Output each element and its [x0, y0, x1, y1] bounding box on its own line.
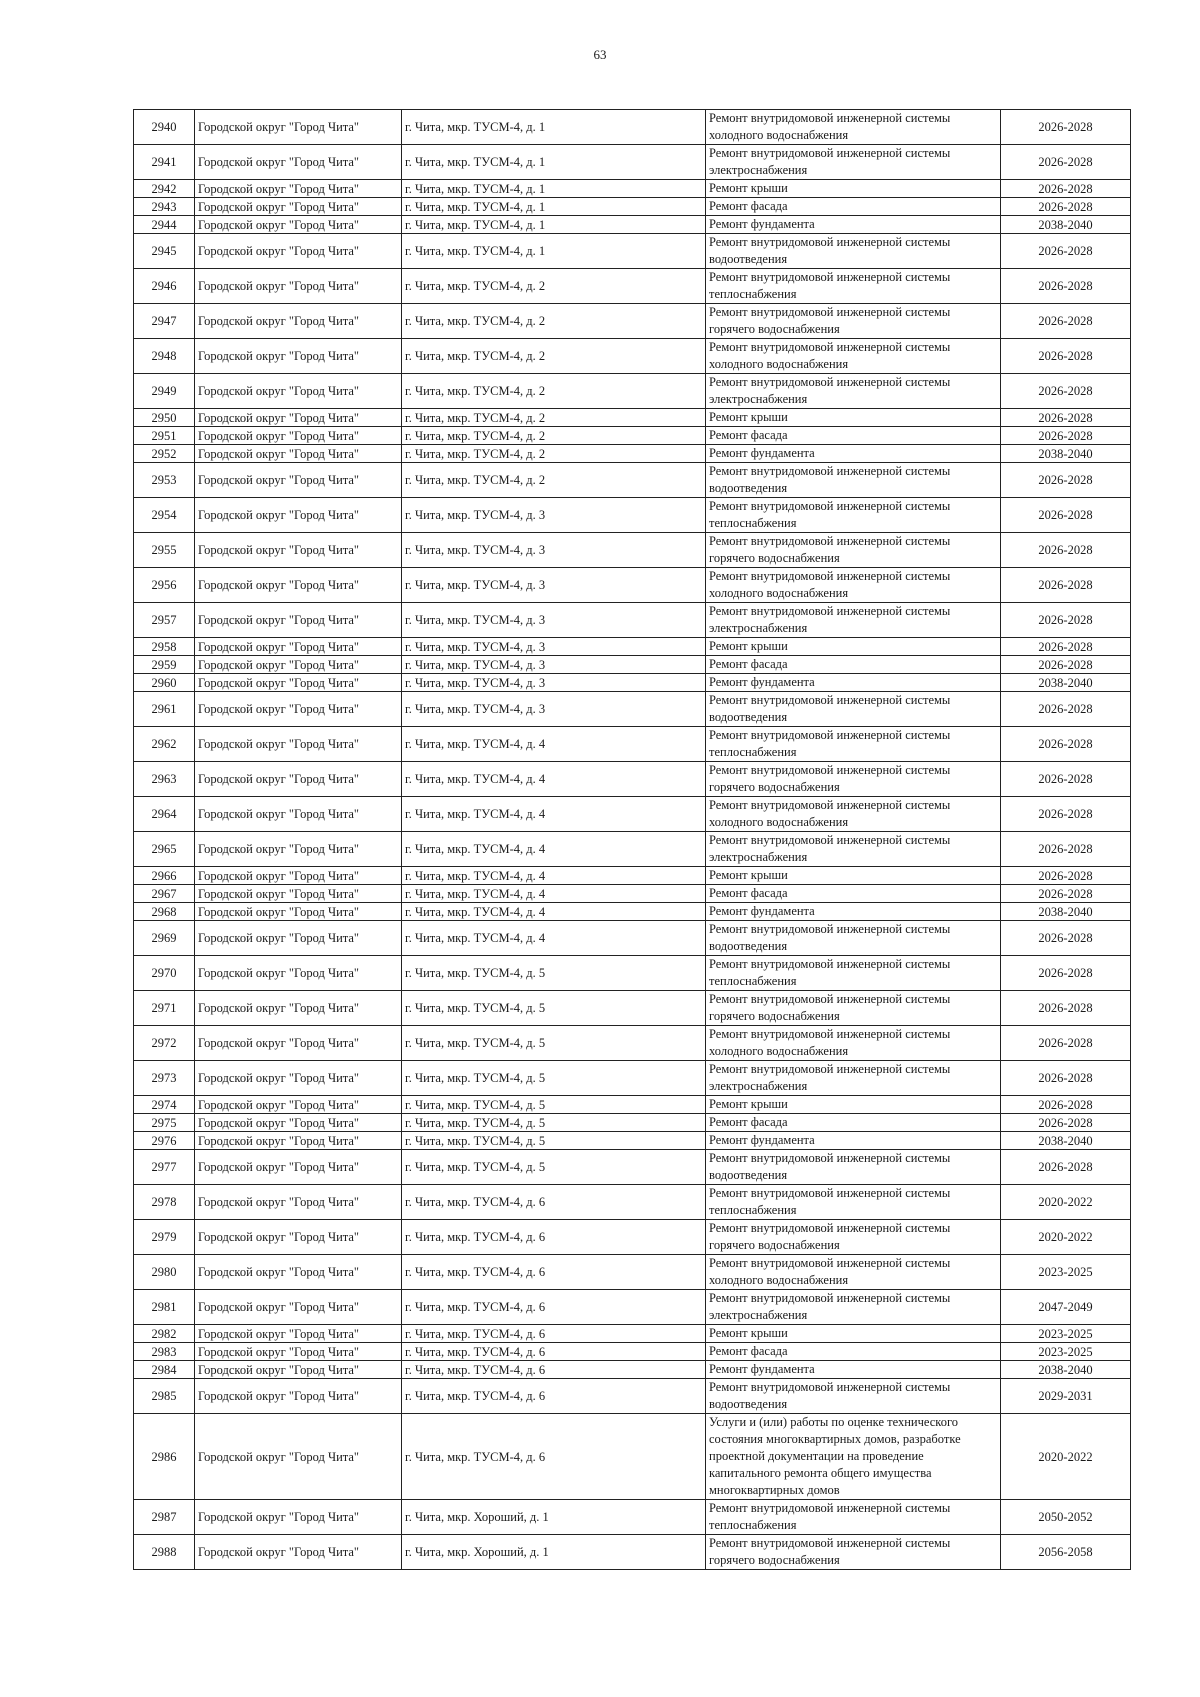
- table-row: [134, 1132, 1131, 1150]
- row-number: 2951: [134, 427, 195, 445]
- work-type-cell: Ремонт внутридомовой инженерной системы водоотведения: [706, 1150, 1001, 1185]
- period-cell: 2026-2028: [1001, 991, 1131, 1026]
- period-cell: 2026-2028: [1001, 727, 1131, 762]
- table-row: [134, 956, 1131, 991]
- table-row: [134, 427, 1131, 445]
- row-number: 2986: [134, 1414, 195, 1500]
- municipality-cell: Городской округ "Город Чита": [195, 269, 402, 304]
- municipality-cell: Городской округ "Город Чита": [195, 216, 402, 234]
- address-cell: г. Чита, мкр. ТУСМ-4, д. 2: [402, 374, 706, 409]
- work-type-cell: Ремонт внутридомовой инженерной системы теплоснабжения: [706, 956, 1001, 991]
- work-type-cell: Ремонт фундамента: [706, 216, 1001, 234]
- table-row: [134, 339, 1131, 374]
- work-type-cell: Ремонт внутридомовой инженерной системы теплоснабжения: [706, 727, 1001, 762]
- row-number: 2944: [134, 216, 195, 234]
- address-cell: г. Чита, мкр. ТУСМ-4, д. 4: [402, 797, 706, 832]
- period-cell: 2026-2028: [1001, 145, 1131, 180]
- table-row: [134, 1255, 1131, 1290]
- work-type-cell: Ремонт крыши: [706, 1325, 1001, 1343]
- work-type-cell: Ремонт внутридомовой инженерной системы горячего водоснабжения: [706, 762, 1001, 797]
- row-number: 2961: [134, 692, 195, 727]
- row-number: 2952: [134, 445, 195, 463]
- address-cell: г. Чита, мкр. ТУСМ-4, д. 5: [402, 1061, 706, 1096]
- address-cell: г. Чита, мкр. ТУСМ-4, д. 6: [402, 1185, 706, 1220]
- work-type-cell: Ремонт внутридомовой инженерной системы водоотведения: [706, 234, 1001, 269]
- address-cell: г. Чита, мкр. ТУСМ-4, д. 1: [402, 110, 706, 145]
- table-row: [134, 409, 1131, 427]
- work-type-cell: Ремонт фундамента: [706, 445, 1001, 463]
- period-cell: 2026-2028: [1001, 110, 1131, 145]
- address-cell: г. Чита, мкр. ТУСМ-4, д. 2: [402, 463, 706, 498]
- address-cell: г. Чита, мкр. ТУСМ-4, д. 6: [402, 1290, 706, 1325]
- period-cell: 2026-2028: [1001, 885, 1131, 903]
- work-type-cell: Ремонт внутридомовой инженерной системы электроснабжения: [706, 374, 1001, 409]
- row-number: 2946: [134, 269, 195, 304]
- period-cell: 2026-2028: [1001, 921, 1131, 956]
- municipality-cell: Городской округ "Город Чита": [195, 1220, 402, 1255]
- work-type-cell: Ремонт внутридомовой инженерной системы электроснабжения: [706, 1290, 1001, 1325]
- municipality-cell: Городской округ "Город Чита": [195, 638, 402, 656]
- table-row: [134, 885, 1131, 903]
- municipality-cell: Городской округ "Город Чита": [195, 463, 402, 498]
- table-row: [134, 1414, 1131, 1500]
- table-row: [134, 832, 1131, 867]
- address-cell: г. Чита, мкр. ТУСМ-4, д. 4: [402, 885, 706, 903]
- work-type-cell: Ремонт внутридомовой инженерной системы водоотведения: [706, 921, 1001, 956]
- period-cell: 2026-2028: [1001, 198, 1131, 216]
- table-row: [134, 180, 1131, 198]
- period-cell: 2038-2040: [1001, 1361, 1131, 1379]
- municipality-cell: Городской округ "Город Чита": [195, 1026, 402, 1061]
- period-cell: 2038-2040: [1001, 216, 1131, 234]
- period-cell: 2026-2028: [1001, 498, 1131, 533]
- period-cell: 2026-2028: [1001, 409, 1131, 427]
- table-row: [134, 445, 1131, 463]
- row-number: 2948: [134, 339, 195, 374]
- work-type-cell: Ремонт внутридомовой инженерной системы водоотведения: [706, 692, 1001, 727]
- period-cell: 2056-2058: [1001, 1535, 1131, 1570]
- row-number: 2958: [134, 638, 195, 656]
- municipality-cell: Городской округ "Город Чита": [195, 1500, 402, 1535]
- work-type-cell: Ремонт крыши: [706, 180, 1001, 198]
- municipality-cell: Городской округ "Город Чита": [195, 603, 402, 638]
- row-number: 2940: [134, 110, 195, 145]
- row-number: 2972: [134, 1026, 195, 1061]
- municipality-cell: Городской округ "Город Чита": [195, 1535, 402, 1570]
- table-row: [134, 463, 1131, 498]
- table-row: [134, 991, 1131, 1026]
- municipality-cell: Городской округ "Город Чита": [195, 198, 402, 216]
- work-type-cell: Ремонт внутридомовой инженерной системы водоотведения: [706, 463, 1001, 498]
- address-cell: г. Чита, мкр. ТУСМ-4, д. 4: [402, 727, 706, 762]
- address-cell: г. Чита, мкр. ТУСМ-4, д. 1: [402, 145, 706, 180]
- row-number: 2949: [134, 374, 195, 409]
- work-type-cell: Ремонт внутридомовой инженерной системы холодного водоснабжения: [706, 1255, 1001, 1290]
- work-type-cell: Ремонт внутридомовой инженерной системы электроснабжения: [706, 1061, 1001, 1096]
- table-row: [134, 533, 1131, 568]
- address-cell: г. Чита, мкр. ТУСМ-4, д. 5: [402, 1096, 706, 1114]
- address-cell: г. Чита, мкр. ТУСМ-4, д. 2: [402, 409, 706, 427]
- municipality-cell: Городской округ "Город Чита": [195, 1061, 402, 1096]
- municipality-cell: Городской округ "Город Чита": [195, 339, 402, 374]
- municipality-cell: Городской округ "Город Чита": [195, 374, 402, 409]
- address-cell: г. Чита, мкр. ТУСМ-4, д. 4: [402, 832, 706, 867]
- table-row: [134, 1114, 1131, 1132]
- row-number: 2963: [134, 762, 195, 797]
- row-number: 2941: [134, 145, 195, 180]
- address-cell: г. Чита, мкр. ТУСМ-4, д. 3: [402, 638, 706, 656]
- work-type-cell: Ремонт внутридомовой инженерной системы электроснабжения: [706, 832, 1001, 867]
- period-cell: 2020-2022: [1001, 1185, 1131, 1220]
- row-number: 2976: [134, 1132, 195, 1150]
- address-cell: г. Чита, мкр. ТУСМ-4, д. 6: [402, 1379, 706, 1414]
- municipality-cell: Городской округ "Город Чита": [195, 1096, 402, 1114]
- row-number: 2982: [134, 1325, 195, 1343]
- work-type-cell: Ремонт внутридомовой инженерной системы холодного водоснабжения: [706, 797, 1001, 832]
- period-cell: 2026-2028: [1001, 762, 1131, 797]
- address-cell: г. Чита, мкр. ТУСМ-4, д. 6: [402, 1414, 706, 1500]
- municipality-cell: Городской округ "Город Чита": [195, 1114, 402, 1132]
- period-cell: 2026-2028: [1001, 568, 1131, 603]
- period-cell: 2026-2028: [1001, 234, 1131, 269]
- municipality-cell: Городской округ "Город Чита": [195, 921, 402, 956]
- table-row: [134, 1096, 1131, 1114]
- work-type-cell: Ремонт фасада: [706, 198, 1001, 216]
- municipality-cell: Городской округ "Город Чита": [195, 409, 402, 427]
- address-cell: г. Чита, мкр. ТУСМ-4, д. 3: [402, 603, 706, 638]
- period-cell: 2023-2025: [1001, 1255, 1131, 1290]
- address-cell: г. Чита, мкр. ТУСМ-4, д. 1: [402, 198, 706, 216]
- period-cell: 2038-2040: [1001, 903, 1131, 921]
- address-cell: г. Чита, мкр. ТУСМ-4, д. 1: [402, 234, 706, 269]
- row-number: 2984: [134, 1361, 195, 1379]
- table-row: [134, 1500, 1131, 1535]
- address-cell: г. Чита, мкр. ТУСМ-4, д. 5: [402, 1114, 706, 1132]
- address-cell: г. Чита, мкр. ТУСМ-4, д. 3: [402, 656, 706, 674]
- work-type-cell: Ремонт крыши: [706, 638, 1001, 656]
- row-number: 2950: [134, 409, 195, 427]
- work-type-cell: Ремонт фундамента: [706, 903, 1001, 921]
- address-cell: г. Чита, мкр. ТУСМ-4, д. 2: [402, 339, 706, 374]
- table-row: [134, 216, 1131, 234]
- address-cell: г. Чита, мкр. ТУСМ-4, д. 4: [402, 921, 706, 956]
- work-type-cell: Ремонт внутридомовой инженерной системы горячего водоснабжения: [706, 304, 1001, 339]
- table-row: [134, 762, 1131, 797]
- capital-repair-table: [133, 109, 1131, 1570]
- table-row: [134, 674, 1131, 692]
- row-number: 2968: [134, 903, 195, 921]
- period-cell: 2038-2040: [1001, 445, 1131, 463]
- page-number: 63: [593, 47, 607, 62]
- address-cell: г. Чита, мкр. Хороший, д. 1: [402, 1500, 706, 1535]
- municipality-cell: Городской округ "Город Чита": [195, 427, 402, 445]
- municipality-cell: Городской округ "Город Чита": [195, 304, 402, 339]
- table-row: [134, 1150, 1131, 1185]
- period-cell: 2047-2049: [1001, 1290, 1131, 1325]
- table-row: [134, 1361, 1131, 1379]
- table-row: [134, 727, 1131, 762]
- municipality-cell: Городской округ "Город Чита": [195, 956, 402, 991]
- work-type-cell: Ремонт внутридомовой инженерной системы горячего водоснабжения: [706, 1535, 1001, 1570]
- address-cell: г. Чита, мкр. ТУСМ-4, д. 6: [402, 1220, 706, 1255]
- period-cell: 2026-2028: [1001, 463, 1131, 498]
- row-number: 2966: [134, 867, 195, 885]
- table-row: [134, 145, 1131, 180]
- address-cell: г. Чита, мкр. Хороший, д. 1: [402, 1535, 706, 1570]
- period-cell: 2020-2022: [1001, 1414, 1131, 1500]
- municipality-cell: Городской округ "Город Чита": [195, 1361, 402, 1379]
- table-row: [134, 638, 1131, 656]
- municipality-cell: Городской округ "Город Чита": [195, 1325, 402, 1343]
- work-type-cell: Ремонт фасада: [706, 1114, 1001, 1132]
- work-type-cell: Ремонт внутридомовой инженерной системы теплоснабжения: [706, 1500, 1001, 1535]
- address-cell: г. Чита, мкр. ТУСМ-4, д. 5: [402, 1026, 706, 1061]
- work-type-cell: Ремонт внутридомовой инженерной системы холодного водоснабжения: [706, 339, 1001, 374]
- period-cell: 2026-2028: [1001, 339, 1131, 374]
- address-cell: г. Чита, мкр. ТУСМ-4, д. 4: [402, 867, 706, 885]
- row-number: 2971: [134, 991, 195, 1026]
- table-row: [134, 234, 1131, 269]
- row-number: 2957: [134, 603, 195, 638]
- row-number: 2988: [134, 1535, 195, 1570]
- period-cell: 2026-2028: [1001, 692, 1131, 727]
- table-row: [134, 1185, 1131, 1220]
- row-number: 2965: [134, 832, 195, 867]
- municipality-cell: Городской округ "Город Чита": [195, 1255, 402, 1290]
- table-row: [134, 656, 1131, 674]
- municipality-cell: Городской округ "Город Чита": [195, 867, 402, 885]
- municipality-cell: Городской округ "Город Чита": [195, 762, 402, 797]
- table-row: [134, 498, 1131, 533]
- work-type-cell: Ремонт фундамента: [706, 1132, 1001, 1150]
- period-cell: 2026-2028: [1001, 427, 1131, 445]
- row-number: 2969: [134, 921, 195, 956]
- municipality-cell: Городской округ "Город Чита": [195, 1379, 402, 1414]
- work-type-cell: Ремонт внутридомовой инженерной системы холодного водоснабжения: [706, 1026, 1001, 1061]
- row-number: 2978: [134, 1185, 195, 1220]
- period-cell: 2026-2028: [1001, 1096, 1131, 1114]
- table-row: [134, 568, 1131, 603]
- municipality-cell: Городской округ "Город Чита": [195, 180, 402, 198]
- table-row: [134, 1343, 1131, 1361]
- period-cell: 2023-2025: [1001, 1343, 1131, 1361]
- period-cell: 2026-2028: [1001, 656, 1131, 674]
- municipality-cell: Городской округ "Город Чита": [195, 234, 402, 269]
- table-row: [134, 269, 1131, 304]
- table-row: [134, 198, 1131, 216]
- table-row: [134, 374, 1131, 409]
- row-number: 2945: [134, 234, 195, 269]
- work-type-cell: Ремонт внутридомовой инженерной системы теплоснабжения: [706, 269, 1001, 304]
- period-cell: 2038-2040: [1001, 674, 1131, 692]
- work-type-cell: Ремонт внутридомовой инженерной системы холодного водоснабжения: [706, 568, 1001, 603]
- row-number: 2985: [134, 1379, 195, 1414]
- row-number: 2987: [134, 1500, 195, 1535]
- work-type-cell: Ремонт внутридомовой инженерной системы электроснабжения: [706, 603, 1001, 638]
- municipality-cell: Городской округ "Город Чита": [195, 674, 402, 692]
- municipality-cell: Городской округ "Город Чита": [195, 1185, 402, 1220]
- period-cell: 2026-2028: [1001, 797, 1131, 832]
- address-cell: г. Чита, мкр. ТУСМ-4, д. 3: [402, 674, 706, 692]
- row-number: 2964: [134, 797, 195, 832]
- table-row: [134, 692, 1131, 727]
- work-type-cell: Ремонт фундамента: [706, 1361, 1001, 1379]
- municipality-cell: Городской округ "Город Чита": [195, 1150, 402, 1185]
- row-number: 2962: [134, 727, 195, 762]
- municipality-cell: Городской округ "Город Чита": [195, 832, 402, 867]
- work-type-cell: Ремонт фундамента: [706, 674, 1001, 692]
- municipality-cell: Городской округ "Город Чита": [195, 991, 402, 1026]
- address-cell: г. Чита, мкр. ТУСМ-4, д. 6: [402, 1325, 706, 1343]
- municipality-cell: Городской округ "Город Чита": [195, 797, 402, 832]
- address-cell: г. Чита, мкр. ТУСМ-4, д. 2: [402, 445, 706, 463]
- table-row: [134, 921, 1131, 956]
- municipality-cell: Городской округ "Город Чита": [195, 885, 402, 903]
- work-type-cell: Ремонт внутридомовой инженерной системы горячего водоснабжения: [706, 1220, 1001, 1255]
- period-cell: 2026-2028: [1001, 832, 1131, 867]
- address-cell: г. Чита, мкр. ТУСМ-4, д. 6: [402, 1361, 706, 1379]
- period-cell: 2026-2028: [1001, 1114, 1131, 1132]
- period-cell: 2026-2028: [1001, 1061, 1131, 1096]
- row-number: 2955: [134, 533, 195, 568]
- row-number: 2974: [134, 1096, 195, 1114]
- table-row: [134, 1290, 1131, 1325]
- period-cell: 2026-2028: [1001, 180, 1131, 198]
- table-row: [134, 1220, 1131, 1255]
- address-cell: г. Чита, мкр. ТУСМ-4, д. 5: [402, 1132, 706, 1150]
- work-type-cell: Ремонт крыши: [706, 867, 1001, 885]
- row-number: 2956: [134, 568, 195, 603]
- period-cell: 2038-2040: [1001, 1132, 1131, 1150]
- row-number: 2943: [134, 198, 195, 216]
- row-number: 2960: [134, 674, 195, 692]
- row-number: 2979: [134, 1220, 195, 1255]
- work-type-cell: Ремонт внутридомовой инженерной системы горячего водоснабжения: [706, 991, 1001, 1026]
- row-number: 2980: [134, 1255, 195, 1290]
- address-cell: г. Чита, мкр. ТУСМ-4, д. 5: [402, 1150, 706, 1185]
- work-type-cell: Ремонт внутридомовой инженерной системы горячего водоснабжения: [706, 533, 1001, 568]
- municipality-cell: Городской округ "Город Чита": [195, 568, 402, 603]
- address-cell: г. Чита, мкр. ТУСМ-4, д. 5: [402, 956, 706, 991]
- row-number: 2942: [134, 180, 195, 198]
- row-number: 2977: [134, 1150, 195, 1185]
- table-row: [134, 1379, 1131, 1414]
- municipality-cell: Городской округ "Город Чита": [195, 533, 402, 568]
- address-cell: г. Чита, мкр. ТУСМ-4, д. 2: [402, 269, 706, 304]
- address-cell: г. Чита, мкр. ТУСМ-4, д. 3: [402, 568, 706, 603]
- period-cell: 2026-2028: [1001, 603, 1131, 638]
- period-cell: 2020-2022: [1001, 1220, 1131, 1255]
- address-cell: г. Чита, мкр. ТУСМ-4, д. 3: [402, 498, 706, 533]
- table-row: [134, 110, 1131, 145]
- municipality-cell: Городской округ "Город Чита": [195, 110, 402, 145]
- table-row: [134, 1026, 1131, 1061]
- table-row: [134, 903, 1131, 921]
- address-cell: г. Чита, мкр. ТУСМ-4, д. 4: [402, 762, 706, 797]
- address-cell: г. Чита, мкр. ТУСМ-4, д. 3: [402, 533, 706, 568]
- work-type-cell: Ремонт крыши: [706, 1096, 1001, 1114]
- work-type-cell: Услуги и (или) работы по оценке технического состояния многоквартирных домов, разработке проектной документации на проведение капитального ремонта общего имущества многоквартирных домов: [706, 1414, 1001, 1500]
- municipality-cell: Городской округ "Город Чита": [195, 445, 402, 463]
- address-cell: г. Чита, мкр. ТУСМ-4, д. 2: [402, 304, 706, 339]
- row-number: 2959: [134, 656, 195, 674]
- row-number: 2954: [134, 498, 195, 533]
- work-type-cell: Ремонт фасада: [706, 427, 1001, 445]
- municipality-cell: Городской округ "Город Чита": [195, 145, 402, 180]
- period-cell: 2026-2028: [1001, 304, 1131, 339]
- table-row: [134, 867, 1131, 885]
- table-row: [134, 1061, 1131, 1096]
- work-type-cell: Ремонт внутридомовой инженерной системы водоотведения: [706, 1379, 1001, 1414]
- municipality-cell: Городской округ "Город Чита": [195, 1132, 402, 1150]
- municipality-cell: Городской округ "Город Чита": [195, 1290, 402, 1325]
- table-row: [134, 1535, 1131, 1570]
- period-cell: 2026-2028: [1001, 1026, 1131, 1061]
- work-type-cell: Ремонт крыши: [706, 409, 1001, 427]
- municipality-cell: Городской округ "Город Чита": [195, 1414, 402, 1500]
- table-row: [134, 1325, 1131, 1343]
- table-row: [134, 797, 1131, 832]
- period-cell: 2026-2028: [1001, 269, 1131, 304]
- municipality-cell: Городской округ "Город Чита": [195, 498, 402, 533]
- row-number: 2967: [134, 885, 195, 903]
- work-type-cell: Ремонт внутридомовой инженерной системы холодного водоснабжения: [706, 110, 1001, 145]
- period-cell: 2026-2028: [1001, 1150, 1131, 1185]
- row-number: 2983: [134, 1343, 195, 1361]
- address-cell: г. Чита, мкр. ТУСМ-4, д. 1: [402, 180, 706, 198]
- table-row: [134, 603, 1131, 638]
- period-cell: 2050-2052: [1001, 1500, 1131, 1535]
- row-number: 2953: [134, 463, 195, 498]
- municipality-cell: Городской округ "Город Чита": [195, 692, 402, 727]
- period-cell: 2026-2028: [1001, 638, 1131, 656]
- work-type-cell: Ремонт внутридомовой инженерной системы теплоснабжения: [706, 498, 1001, 533]
- address-cell: г. Чита, мкр. ТУСМ-4, д. 2: [402, 427, 706, 445]
- row-number: 2973: [134, 1061, 195, 1096]
- period-cell: 2026-2028: [1001, 956, 1131, 991]
- work-type-cell: Ремонт фасада: [706, 885, 1001, 903]
- work-type-cell: Ремонт внутридомовой инженерной системы электроснабжения: [706, 145, 1001, 180]
- row-number: 2975: [134, 1114, 195, 1132]
- municipality-cell: Городской округ "Город Чита": [195, 903, 402, 921]
- address-cell: г. Чита, мкр. ТУСМ-4, д. 4: [402, 903, 706, 921]
- row-number: 2947: [134, 304, 195, 339]
- row-number: 2981: [134, 1290, 195, 1325]
- table-row: [134, 304, 1131, 339]
- row-number: 2970: [134, 956, 195, 991]
- period-cell: 2026-2028: [1001, 867, 1131, 885]
- municipality-cell: Городской округ "Город Чита": [195, 1343, 402, 1361]
- period-cell: 2026-2028: [1001, 533, 1131, 568]
- period-cell: 2029-2031: [1001, 1379, 1131, 1414]
- work-type-cell: Ремонт фасада: [706, 1343, 1001, 1361]
- address-cell: г. Чита, мкр. ТУСМ-4, д. 5: [402, 991, 706, 1026]
- address-cell: г. Чита, мкр. ТУСМ-4, д. 6: [402, 1343, 706, 1361]
- municipality-cell: Городской округ "Город Чита": [195, 727, 402, 762]
- work-type-cell: Ремонт внутридомовой инженерной системы теплоснабжения: [706, 1185, 1001, 1220]
- period-cell: 2026-2028: [1001, 374, 1131, 409]
- period-cell: 2023-2025: [1001, 1325, 1131, 1343]
- address-cell: г. Чита, мкр. ТУСМ-4, д. 3: [402, 692, 706, 727]
- work-type-cell: Ремонт фасада: [706, 656, 1001, 674]
- table-body: [134, 110, 1131, 1570]
- address-cell: г. Чита, мкр. ТУСМ-4, д. 6: [402, 1255, 706, 1290]
- municipality-cell: Городской округ "Город Чита": [195, 656, 402, 674]
- address-cell: г. Чита, мкр. ТУСМ-4, д. 1: [402, 216, 706, 234]
